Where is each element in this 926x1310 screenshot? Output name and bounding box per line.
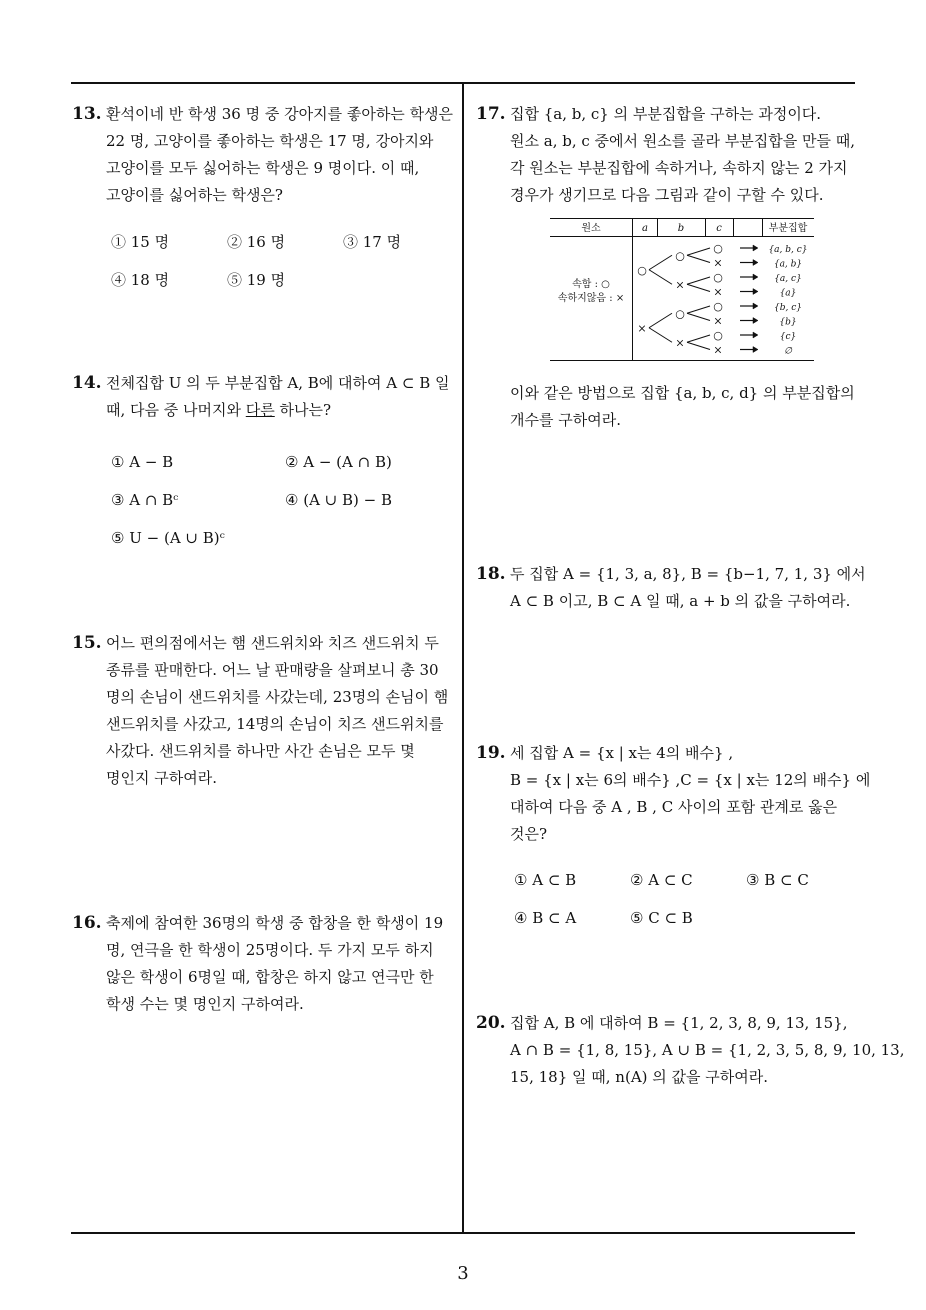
option-1[interactable]: ① A ⊂ B <box>514 871 577 889</box>
column-divider <box>462 83 464 1233</box>
page-number: 3 <box>457 1263 469 1284</box>
tree-mark-c: × <box>713 256 723 270</box>
question-line: 이와 같은 방법으로 집합 {a, b, c, d} 의 부분집합의 <box>510 384 855 402</box>
question-line: 집합 A, B 에 대하여 B = {1, 2, 3, 8, 9, 13, 15}, <box>510 1014 848 1032</box>
question-line: 원소 a, b, c 중에서 원소를 골라 부분집합을 만들 때, <box>510 132 855 150</box>
question-line: 경우가 생기므로 다음 그림과 같이 구할 수 있다. <box>510 186 824 204</box>
tree-mark-b: × <box>675 336 685 350</box>
tree-arrow-head <box>753 303 758 309</box>
question-line: 15, 18} 일 때, n(A) 의 값을 구하여라. <box>510 1068 769 1086</box>
option-1[interactable]: ① A − B <box>111 453 174 471</box>
question-line: 학생 수는 몇 명인지 구하여라. <box>106 995 304 1013</box>
tree-arrow-head <box>753 318 758 324</box>
tree-branch <box>687 313 710 320</box>
question-line: 축제에 참여한 36명의 학생 중 합창을 한 학생이 19 <box>106 914 444 932</box>
option-4[interactable]: ④ (A ∪ B) − B <box>285 491 393 509</box>
tree-arrow-head <box>753 245 758 251</box>
text-segment: 하나는? <box>274 401 332 419</box>
header-element: 원소 <box>581 223 601 234</box>
tree-subset: ∅ <box>784 346 792 357</box>
legend-in: 속함 : ○ <box>572 279 610 290</box>
question-line: 명의 손님이 샌드위치를 사갔는데, 23명의 손님이 햄 <box>106 688 449 706</box>
question-line: 22 명, 고양이를 좋아하는 학생은 17 명, 강아지와 <box>106 132 434 150</box>
question-line: 고양이를 싫어하는 학생은? <box>106 186 283 204</box>
tree-mark-c: ○ <box>713 300 723 313</box>
tree-subset: {b, c} <box>774 303 802 313</box>
question-line: 것은? <box>510 825 548 843</box>
question-line: 개수를 구하여라. <box>510 411 621 429</box>
tree-branch <box>687 248 710 255</box>
option-4[interactable]: ④ 18 명 <box>111 271 170 289</box>
option-5[interactable]: ⑤ U − (A ∪ B)ᶜ <box>111 529 225 547</box>
legend-out: 속하지않음 : × <box>557 293 625 304</box>
question-number: 18. <box>476 564 506 584</box>
tree-mark-a: × <box>637 321 647 335</box>
header-c: c <box>716 223 722 234</box>
tree-branch <box>687 342 710 349</box>
question-text <box>510 740 870 848</box>
tree-branch <box>649 270 672 285</box>
option-3[interactable]: ③ A ∩ Bᶜ <box>111 491 179 509</box>
question-line: 명, 연극을 한 학생이 25명이다. 두 가지 모두 하지 <box>106 941 434 959</box>
tree-arrow-head <box>753 260 758 266</box>
option-3[interactable]: ③ B ⊂ C <box>746 871 809 889</box>
question-line: 환석이네 반 학생 36 명 중 강아지를 좋아하는 학생은 <box>106 105 454 123</box>
tree-mark-b: ○ <box>675 307 685 321</box>
tree-branch <box>687 277 710 284</box>
question-text <box>510 561 866 615</box>
tree-arrow-head <box>753 347 758 353</box>
tree-subset: {a, c} <box>774 274 802 284</box>
question-line: 두 집합 A = {1, 3, a, 8}, B = {b−1, 7, 1, 3} 에서 <box>510 565 866 583</box>
question-text <box>106 370 450 424</box>
question-line: 고양이를 모두 싫어하는 학생은 9 명이다. 이 때, <box>106 159 420 177</box>
header-subset: 부분집합 <box>768 223 808 234</box>
option-2[interactable]: ② 16 명 <box>227 233 286 251</box>
option-2[interactable]: ② A ⊂ C <box>630 871 693 889</box>
question-line: 각 원소는 부분집합에 속하거나, 속하지 않는 2 가지 <box>510 159 848 177</box>
question-line <box>106 397 450 424</box>
header-b: b <box>677 223 685 234</box>
question-number: 17. <box>476 104 506 124</box>
option-5[interactable]: ⑤ C ⊂ B <box>630 909 693 927</box>
option-2[interactable]: ② A − (A ∩ B) <box>285 453 392 471</box>
tree-subset: {a, b} <box>773 259 803 270</box>
tree-mark-c: ○ <box>713 242 723 255</box>
question-line: 사갔다. 샌드위치를 하나만 사간 손님은 모두 몇 <box>106 742 415 760</box>
question-text <box>106 910 443 1018</box>
question-number: 15. <box>72 633 102 653</box>
question-line: 샌드위치를 사갔고, 14명의 손님이 치즈 샌드위치를 <box>106 715 444 733</box>
question-line: 어느 편의점에서는 햄 샌드위치와 치즈 샌드위치 두 <box>106 634 439 652</box>
question-text <box>510 1010 905 1091</box>
tree-branch <box>687 335 710 342</box>
text-segment: 때, 다음 중 나머지와 <box>106 401 246 419</box>
tree-arrow-head <box>753 332 758 338</box>
tree-mark-c: × <box>713 285 723 299</box>
tree-arrow-head <box>753 274 758 280</box>
option-4[interactable]: ④ B ⊂ A <box>514 909 577 927</box>
tree-branch <box>649 255 672 270</box>
tree-subset: {a, b, c} <box>768 245 808 255</box>
question-number: 20. <box>476 1013 506 1033</box>
question-line: 대하여 다음 중 A , B , C 사이의 포함 관계로 옳은 <box>510 798 838 816</box>
question-number: 13. <box>72 104 102 124</box>
tree-branch <box>687 284 710 291</box>
header-a: a <box>642 223 648 234</box>
tree-mark-c: ○ <box>713 271 723 284</box>
question-line: A ∩ B = {1, 8, 15}, A ∪ B = {1, 2, 3, 5, 8, 9, 10, 13, <box>510 1041 905 1059</box>
tree-mark-b: ○ <box>675 249 685 263</box>
question-line: 전체집합 U 의 두 부분집합 A, B에 대하여 A ⊂ B 일 <box>106 374 450 392</box>
tree-mark-b: × <box>675 278 685 292</box>
tree-subset: {c} <box>779 332 797 342</box>
question-line: 종류를 판매한다. 어느 날 판매량을 살펴보니 총 30 <box>106 661 439 679</box>
question-number: 19. <box>476 743 506 763</box>
question-line: B = {x | x는 6의 배수} ,C = {x | x는 12의 배수} 에 <box>510 771 871 789</box>
option-5[interactable]: ⑤ 19 명 <box>227 271 286 289</box>
option-3[interactable]: ③ 17 명 <box>343 233 402 251</box>
tree-subset: {a} <box>779 288 797 299</box>
question-line: 명인지 구하여라. <box>106 769 217 787</box>
tree-mark-c: × <box>713 343 723 357</box>
question-line: 집합 {a, b, c} 의 부분집합을 구하는 과정이다. <box>510 105 822 123</box>
question-text <box>510 380 855 434</box>
tree-mark-c: × <box>713 314 723 328</box>
question-line: 않은 학생이 6명일 때, 합창은 하지 않고 연극만 한 <box>106 968 434 986</box>
tree-branch <box>649 313 672 328</box>
question-text <box>106 630 448 792</box>
question-line: 세 집합 A = {x | x는 4의 배수} , <box>510 744 734 762</box>
tree-branch <box>687 255 710 262</box>
bottom-rule <box>71 1232 855 1234</box>
question-number: 14. <box>72 373 102 393</box>
tree-mark-a: ○ <box>637 263 647 277</box>
underlined-word: 다른 <box>245 401 275 419</box>
tree-arrow-head <box>753 289 758 295</box>
question-line: A ⊂ B 이고, B ⊂ A 일 때, a + b 의 값을 구하여라. <box>510 592 851 610</box>
question-text <box>106 101 453 209</box>
tree-subset: {b} <box>779 317 797 328</box>
question-text <box>510 101 855 209</box>
tree-mark-c: ○ <box>713 329 723 342</box>
subset-tree-table <box>550 218 816 362</box>
option-1[interactable]: ① 15 명 <box>111 233 170 251</box>
tree-branch <box>687 306 710 313</box>
tree-branch <box>649 328 672 343</box>
question-number: 16. <box>72 913 102 933</box>
